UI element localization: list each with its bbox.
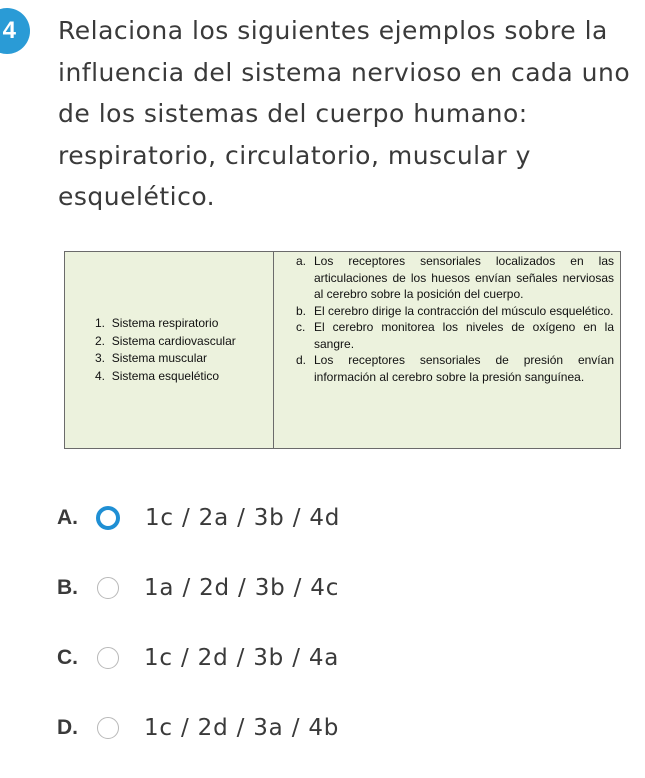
option-letter: D. [57, 716, 78, 739]
item-text: Sistema muscular [111, 351, 208, 365]
item-number: 3. [95, 351, 106, 365]
examples-column [274, 252, 620, 448]
item-number: 2. [95, 333, 106, 348]
item-text: Sistema respiratorio [111, 316, 219, 330]
item-text: Los receptores sensoriales de presión envían información al cerebro sobre la presión sanguínea. [314, 353, 614, 384]
system-item [87, 368, 236, 386]
item-text: Sistema esquelético [111, 368, 220, 383]
option-text: 1a / 2d / 3b / 4c [144, 575, 340, 601]
radio-button-a[interactable] [96, 506, 120, 530]
example-item [296, 352, 614, 385]
item-letter: a. [296, 254, 307, 268]
radio-button-d[interactable] [97, 717, 119, 739]
system-item [87, 315, 236, 333]
example-item [296, 253, 614, 303]
option-letter: A. [57, 506, 78, 529]
radio-button-c[interactable] [97, 647, 119, 669]
item-letter: d. [296, 353, 307, 367]
systems-column [65, 252, 274, 448]
system-item [87, 333, 236, 351]
example-item [296, 303, 614, 320]
item-letter: c. [296, 320, 306, 334]
option-text: 1c / 2d / 3a / 4b [144, 715, 340, 741]
item-letter: b. [296, 303, 307, 318]
answer-option-b[interactable] [57, 568, 339, 608]
item-text: Los receptores sensoriales localizados en las articulaciones de los huesos envían señales nerviosas al cerebro sobre la posición del cuerpo. [314, 254, 614, 301]
item-number: 4. [95, 368, 106, 383]
option-letter: C. [57, 646, 78, 669]
item-number: 1. [95, 316, 106, 330]
option-letter: B. [57, 576, 78, 599]
item-text: Sistema cardiovascular [111, 333, 236, 348]
question-prompt: Relaciona los siguientes ejemplos sobre la influencia del sistema nervioso en cada uno de los sistemas del cuerpo humano: respiratorio, circulatorio, muscular y esquelético. [58, 16, 631, 211]
answer-option-c[interactable] [57, 638, 339, 678]
question-number-badge [0, 8, 30, 54]
answer-option-a[interactable] [57, 498, 340, 538]
option-text: 1c / 2d / 3b / 4a [144, 645, 340, 671]
system-item [87, 350, 236, 368]
answer-option-d[interactable] [57, 708, 339, 748]
item-text: El cerebro monitorea los niveles de oxígeno en la sangre. [314, 320, 614, 351]
question-number: 4 [2, 17, 16, 44]
example-item [296, 319, 614, 352]
item-text: El cerebro dirige la contracción del músculo esquelético. [314, 303, 614, 318]
radio-button-b[interactable] [97, 577, 119, 599]
option-text: 1c / 2a / 3b / 4d [145, 505, 341, 531]
matching-table [64, 251, 621, 449]
